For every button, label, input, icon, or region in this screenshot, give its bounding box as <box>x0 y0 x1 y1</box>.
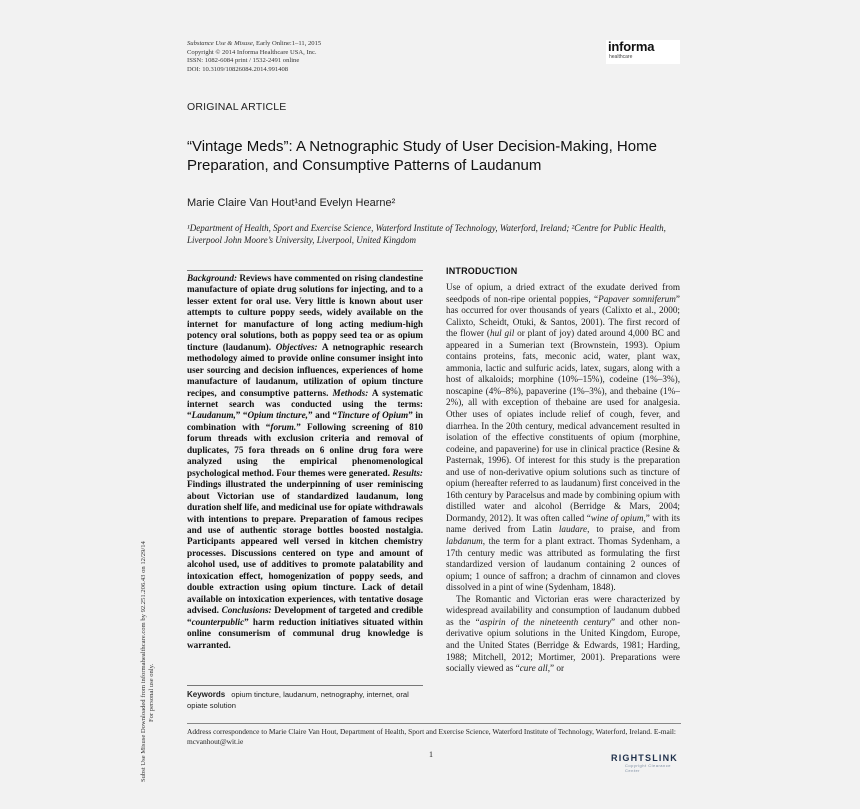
abstract-results-label: Results: <box>392 467 423 478</box>
keywords-text: opium tincture, laudanum, netnography, internet, oral opiate solution <box>187 690 409 710</box>
intro-p2-c: ” or <box>550 663 565 674</box>
abstract-background: Reviews have commented on rising clandestine manufacture of opiate drug solutions for injecting, and to a lesser extent for oral use. Very little is known about user attempts to culture poppy seeds, widely available on the internet for manufacture of long acting medium-high potency oral solutions, both as poppy seed tea or as opium tincture (laudanum). <box>187 273 423 352</box>
intro-p1-b: ” has occurred for over thousands of years (Calixto et al., 2000; Calixto, Scheidt, Otuki, & Santos, 2001). The first record of the flower ( <box>446 293 680 339</box>
intro-p1-c: or plant of joy) dated around 4,000 BC and appeared in a Sumerian text (Brownstein, 1993). Opium contains proteins, fats, meconic acid, water, plant wax, ammonia, lactic and sulfuric acids, latex, sugars, along with a host of alkaloids; morphine (10%–15%), codeine (1%–3%), noscapine (4%–8%), papaverine (1%–3%), and thebaine (1%–2%), all with exception of thebaine are used for analgesia. Other uses of opiates include relief of cough, fever, and diarrhea. In the 20th century, medical advancement resulted in isolation of the effective constituents of opium (morphine, codeine, and papaverine) for use in clinical practice (Resine & Pasternak, 1996). Of interest for this study is the preparation and use of non-derivative opium solutions such as tincture of opium (hereafter referred to as laudanum) first conceived in the 16th century by Paracelsus and made by combining opium with distilled water and alcohol (Berridge & Mars, 2004; Dormandy, 2012). It was often called “ <box>446 328 680 523</box>
footnote-divider <box>187 723 681 724</box>
download-watermark-text <box>140 262 156 782</box>
abstract-conclusions-label: Conclusions: <box>221 605 272 616</box>
abstract-methods-2: ” “ <box>235 410 248 421</box>
abstract-methods-term-1: Laudanum, <box>191 410 236 421</box>
intro-p1-f: , the term for a plant extract. Thomas Sydenham, a 17th century medic was attributed as formulating the first standardized version of laudanum containing 2 ounces of opium; 1 ounce of saffron; a drachm of cinnamon and cloves dissolved in a pint of wine (Sydenham, 1848). <box>446 536 680 593</box>
abstract-objectives: A netnographic research methodology aimed to provide online consumer insight into user sourcing and decision influences, experiences of home manufacture of laudanum, utilization of opium tincture recipes, and consumptive patterns. <box>187 341 423 398</box>
abstract-conclusions-term: counterpublic <box>191 616 245 627</box>
correspondence-footnote: Address correspondence to Marie Claire Van Hout, Department of Health, Sport and Exercise Science, Waterford Institute of Technology, Waterford, Ireland. E-mail: mcvanhout@wit.ie <box>187 727 676 746</box>
intro-p1-term-1: Papaver somniferum <box>598 293 676 304</box>
copyright-line: Copyright © 2014 Informa Healthcare USA, Inc. <box>187 48 317 56</box>
download-watermark <box>100 262 155 782</box>
rightslink-logo-text: RIGHTSLINK <box>611 753 678 763</box>
abstract-methods-term-3: Tincture of Opium <box>337 410 409 421</box>
abstract-conclusions-1: Development of targeted and credible “ <box>187 605 423 627</box>
doi-line: DOI: 10.3109/10826084.2014.991408 <box>187 65 289 73</box>
abstract-box <box>187 270 423 686</box>
publisher-logo-brand: informa <box>608 39 655 54</box>
page-number: 1 <box>429 750 433 759</box>
intro-p1-e: , to praise, and from <box>587 524 680 535</box>
abstract-text <box>187 273 423 651</box>
abstract-methods-term-2: Opium tincture, <box>247 410 308 421</box>
rightslink-logo <box>611 753 685 771</box>
journal-metadata <box>187 40 487 74</box>
intro-p1-a: Use of opium, a dried extract of the exudate derived from seedpods of non-ripe oriental poppies, “ <box>446 282 680 304</box>
intro-p1-term-4: laudare <box>558 524 588 535</box>
intro-p1-term-2: hul gil <box>489 328 515 339</box>
intro-p2-term-1: aspirin of the nineteenth century <box>479 616 612 627</box>
abstract-objectives-label: Objectives: <box>275 341 318 352</box>
abstract-methods-label: Methods: <box>332 387 369 398</box>
abstract-methods-1: A systematic internet search was conducted using the terms: “ <box>187 387 423 421</box>
intro-p1-term-5: labdanum <box>446 536 483 547</box>
rightslink-logo-sub: Copyright Clearance Center <box>625 763 671 773</box>
introduction-paragraph-1 <box>446 282 680 594</box>
author-list: Marie Claire Van Hout¹and Evelyn Hearne² <box>187 197 396 209</box>
article-title: “Vintage Meds”: A Netnographic Study of User Decision-Making, Home Preparation, and Consumptive Patterns of Laudanum <box>187 138 657 174</box>
journal-line <box>187 40 487 49</box>
keywords-label: Keywords <box>187 690 226 699</box>
author-affiliations: ¹Department of Health, Sport and Exercise Science, Waterford Institute of Technology, Waterford, Ireland; ²Centre for Public Health, Liverpool John Moore’s University, Liverpool, United Kingdom <box>187 223 666 245</box>
intro-p2-b: ” and other non-derivative opium solutions in the United Kingdom, Europe, and the United States (Berridge & Edwards, 1981; Harding, 1988; Mitchell, 2012; Mortimer, 2001). Preparations were socially viewed as “ <box>446 616 680 674</box>
intro-p1-term-3: wine of opium, <box>590 512 646 523</box>
intro-p2-a: The Romantic and Victorian eras were characterized by widespread availability and consumption of laudanum dubbed as the “ <box>446 593 680 627</box>
issn-line: ISSN: 1082-6084 print / 1532-2491 online <box>187 57 300 65</box>
abstract-conclusions-2: ” harm reduction initiatives situated within online consumerism of communal drug knowledge is warranted. <box>187 616 423 650</box>
journal-issue: , Early Online:1–11, 2015 <box>252 40 322 47</box>
intro-p2-term-2: cure all, <box>519 663 551 674</box>
publisher-logo-sub: healthcare <box>609 54 633 60</box>
introduction-heading: INTRODUCTION <box>446 266 518 276</box>
abstract-methods-5: ” Following screening of 810 forum threads with exclusion criteria and removal of duplicates, 75 fora threads on 6 online drug fora were analyzed using the empirical phenomenological psychological method. Four themes were generated. <box>187 421 423 478</box>
abstract-background-label: Background: <box>187 273 238 283</box>
journal-name: Substance Use & Misuse <box>187 40 253 47</box>
download-watermark-line2: For personal use only. <box>148 663 155 722</box>
abstract-methods-term-4: forum. <box>270 421 297 432</box>
introduction-body <box>446 282 680 712</box>
introduction-paragraph-2 <box>446 594 680 675</box>
abstract-results: Findings illustrated the underpinning of user reminiscing about Victorian use of standardized laudanum, long duration shelf life, and medicinal use for opiate withdrawals with intentions to prepare. Preparation of famous recipes and use of authentic storage bottles boosted nostalgia. Participants appeared well versed in kitchen chemistry processes. Discussions centered on type and amount of alcohol used, use of additives to promote palatability and intoxication effect, homogenization of poppy seeds, and double extraction using opium tincture. Lack of detail available on intoxication experiences, with tentative dosage advised. <box>187 479 423 616</box>
intro-p1-d: ” with its name derived from Latin <box>446 512 680 535</box>
download-watermark-line1: Subst Use Misuse Downloaded from informahealthcare.com by 92.251.206.43 on 12/29/14 <box>140 541 147 782</box>
abstract-methods-4: ” in combination with “ <box>187 410 423 432</box>
article-type: ORIGINAL ARTICLE <box>187 101 287 113</box>
keywords <box>187 689 427 711</box>
abstract-methods-3: ” and “ <box>307 410 338 421</box>
publisher-logo <box>606 40 680 64</box>
